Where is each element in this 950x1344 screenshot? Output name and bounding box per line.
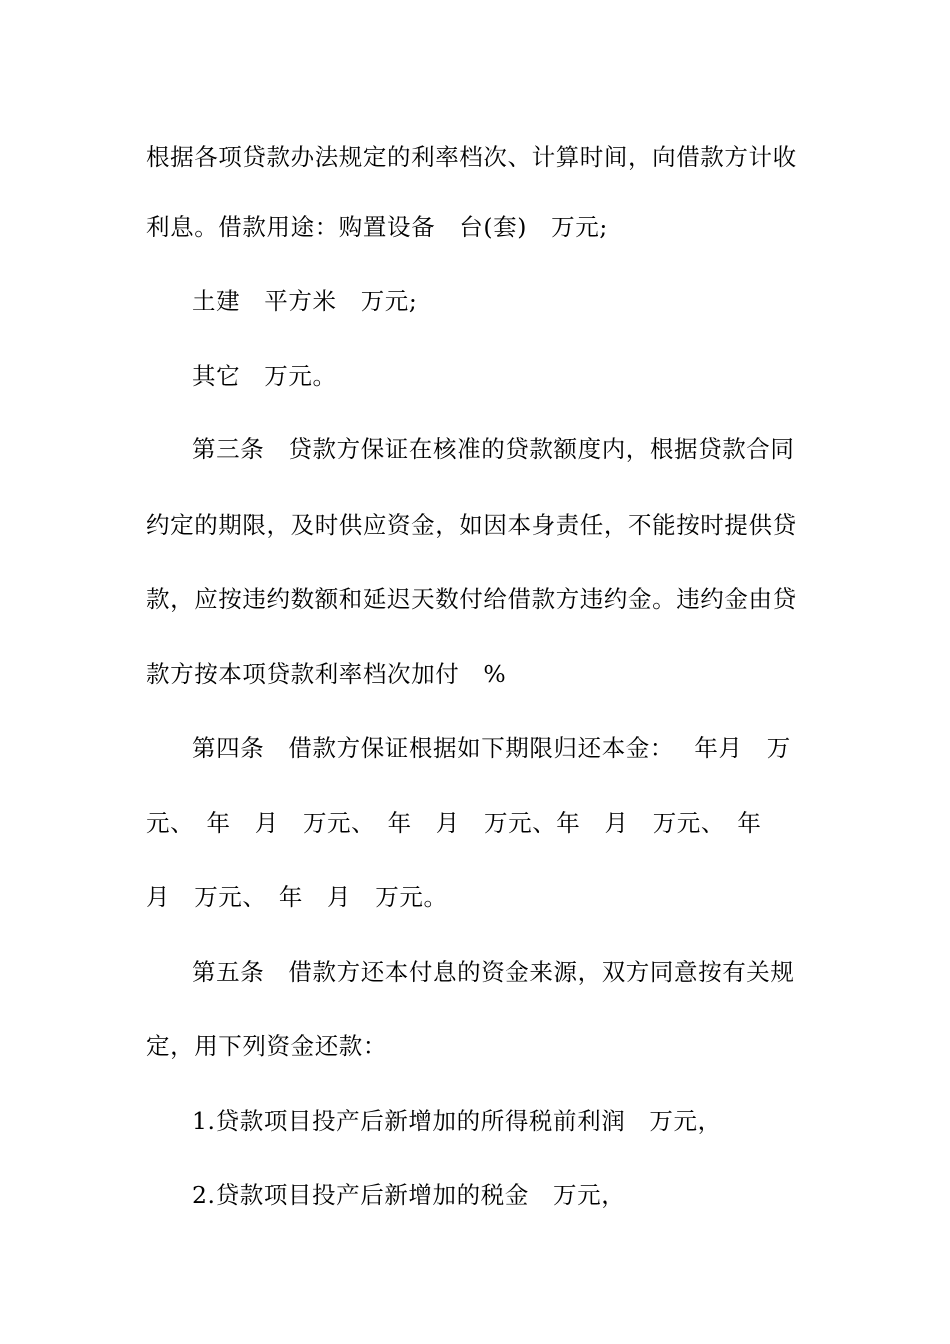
article-4-heading-line: 第四条 借款方保证根据如下期限归还本金： 年月 万 [192,734,791,762]
paragraph-line: 月 万元、 年 月 万元。 [146,883,448,911]
paragraph-line: 土建 平方米 万元; [192,287,418,315]
paragraph-line: 款，应按违约数额和延迟天数付给借款方违约金。违约金由贷 [146,585,797,613]
paragraph-line: 其它 万元。 [192,362,337,390]
paragraph-line: 约定的期限，及时供应资金，如因本身责任，不能按时提供贷 [146,511,797,539]
paragraph-line: 款方按本项贷款利率档次加付 % [146,660,507,688]
paragraph-line: 利息。借款用途：购置设备 台(套) 万元; [146,213,608,241]
paragraph-line: 根据各项贷款办法规定的利率档次、计算时间，向借款方计收 [146,143,797,171]
list-item: 1.贷款项目投产后新增加的所得税前利润 万元， [192,1107,722,1135]
paragraph-line: 定，用下列资金还款： [146,1032,387,1060]
article-3-heading-line: 第三条 贷款方保证在核准的贷款额度内，根据贷款合同 [192,435,795,463]
list-item: 2.贷款项目投产后新增加的税金 万元， [192,1181,626,1209]
paragraph-line: 元、 年 月 万元、 年 月 万元、年 月 万元、 年 [146,809,762,837]
article-5-heading-line: 第五条 借款方还本付息的资金来源，双方同意按有关规 [192,958,795,986]
